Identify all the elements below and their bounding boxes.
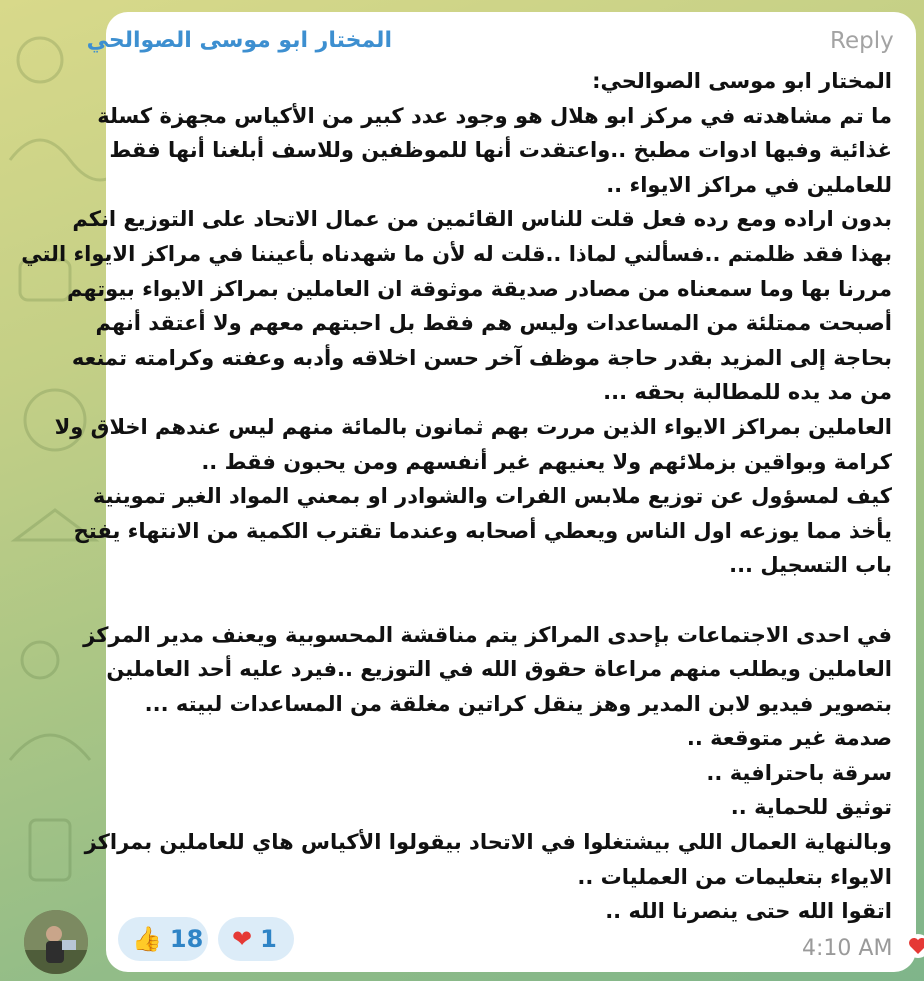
message-line: بحاجة إلى المزيد بقدر حاجة موظف آخر حسن اخلاقه وأدبه وعفته وكرامته تمنعه xyxy=(71,345,892,370)
message-line: كرامة وبواقين بزملائهم ولا يعنيهم غير أنفسهم ومن يحبون فقط .. xyxy=(201,449,892,474)
message-line: المختار ابو موسى الصوالحي: xyxy=(592,69,892,93)
reaction-count: 18 xyxy=(169,925,204,953)
reply-button[interactable]: Reply xyxy=(830,28,894,54)
message-line: العاملين ويطلب منهم مراعاة حقوق الله في التوزيع ..فيرد عليه أحد العاملين xyxy=(106,657,892,682)
message-line: كيف لمسؤول عن توزيع ملابس الفرات والشوادر او بمعني المواد الغير تموينية xyxy=(92,484,892,509)
message-line: يأخذ مما يوزعه اول الناس ويعطي أصحابه وعندما تقترب الكمية من الانتهاء يفتح xyxy=(73,518,892,543)
message-line: سرقة باحترافية .. xyxy=(706,760,892,785)
heart-icon: ❤ xyxy=(232,925,253,953)
message-line: الايواء بتعليمات من العمليات .. xyxy=(577,864,892,889)
message-line: أصبحت ممتلئة من المساعدات وليس هم فقط بل احبتهم معهم ولا أعتقد أنهم xyxy=(95,311,892,336)
message-line: صدمة غير متوقعة .. xyxy=(686,726,892,751)
reaction-heart[interactable] xyxy=(218,917,294,961)
message-line: من مد يده للمطالبة بحقه ... xyxy=(603,380,892,405)
message-line: بهذا فقد ظلمتم ..فسألني لماذا ..قلت له لأن ما شهدناه بأعيننا في مراكز الايواء التي xyxy=(21,241,892,266)
heart-icon[interactable] xyxy=(906,934,924,958)
message-line: وبالنهاية العمال اللي بيشتغلوا في الاتحاد بيقولوا الأكياس هاي للعاملين بمراكز xyxy=(84,830,892,855)
reaction-count: 1 xyxy=(260,925,277,953)
message-line: للعاملين في مراكز الايواء .. xyxy=(606,172,892,197)
message-line: ما تم مشاهدته في مركز ابو هلال هو وجود عدد كبير من الأكياس مجهزة كسلة xyxy=(97,103,892,128)
reaction-thumbs-up[interactable] xyxy=(118,917,208,961)
message-line: اتقوا الله حتى ينصرنا الله .. xyxy=(605,899,892,924)
message-line: بدون اراده ومع رده فعل قلت للناس القائمين من عمال الاتحاد على التوزيع انكم xyxy=(72,207,892,232)
thumbs-up-icon: 👍 xyxy=(132,925,162,953)
message-line: العاملين بمراكز الايواء الذين مررت بهم ثمانون بالمائة منهم ليس عندهم اخلاق ولا xyxy=(54,414,892,439)
message-line: غذائية وفيها ادوات مطبخ ..واعتقدت أنها للموظفين وللاسف أبلغنا أنها فقط xyxy=(109,138,892,163)
message-line xyxy=(160,583,892,618)
message-line: توثيق للحماية .. xyxy=(730,795,892,820)
message-line: في احدى الاجتماعات بإحدى المراكز يتم مناقشة المحسوبية ويعنف مدير المركز xyxy=(83,622,892,647)
message-line: بتصوير فيديو لابن المدير وهز ينقل كراتين مغلقة من المساعدات لبيته ... xyxy=(144,691,892,716)
message-line: مررنا بها وما سمعناه من مصادر صديقة موثوقة ان العاملين بمراكز الايواء بيوتهم xyxy=(66,276,892,301)
sender-avatar[interactable] xyxy=(24,910,88,974)
message-text xyxy=(21,64,892,929)
sender-name[interactable]: المختار ابو موسى الصوالحي xyxy=(86,28,392,53)
message-timestamp: 4:10 AM xyxy=(802,936,893,961)
message-line: باب التسجيل ... xyxy=(729,553,892,578)
